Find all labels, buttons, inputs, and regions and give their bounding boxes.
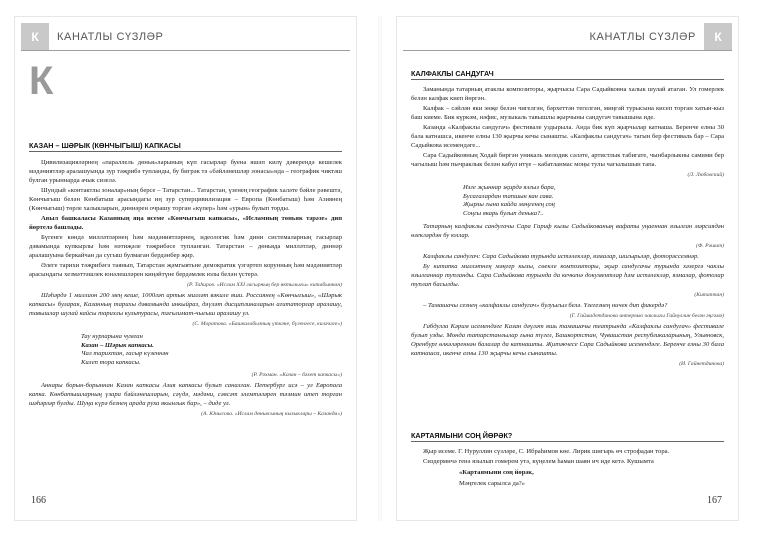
poem-line: Казан – Шәрык капкасы. [81,341,154,349]
poem [29,333,342,367]
paragraph: Җыр исеме. Г. Нуруллин сүзләре, С. Ибраһимов көе. Лирик шигырь өч строфадан тора. [423,448,670,455]
right-body-1 [411,85,724,370]
page-number-right: 167 [707,495,722,506]
quote-paragraph: Габдулла Кәрим исемендәге Казан дәүләт яшь тамашачы театрында «Калфаклы сандугач» фестивале булып узды. Монда татарстанлылар гына түгел, Башкортстан, Чувашстан республикаларының, Ульяновск, Оренбург өлкәләреннән балалар да катнашты. Җитәкчесе Сара Садыйкова исемендәге. Беренче елны 30 бала катнашса, икенче елны 130 җырчы кечы сынашты. [411,323,724,358]
source-citation: (Р. Рәхман. «Казан – бәхет капкасы») [251,372,342,379]
poem-line: Чал тарихтан, гасыр күзеннән [81,350,169,358]
source-citation: (Ф. Рәшит) [696,243,724,250]
poem-line: Соңгы якарь булып денька?.. [463,209,544,217]
quote-paragraph: Татарның калфаклы сандугачы Сара Гариф кызы Садыйкованың вафаты уңаеннан язылган мәрсиядән өзекләрдән бу юллар. [411,223,724,240]
source-citation: (Китаптан) [694,292,724,299]
paragraph: Сиздермичә генә язылып гомерем утә, күңелем һаман шаян ич иде кетә. Кушымта [423,458,654,465]
quote-paragraph: Шәһәрдә 1 миллион 200 мең кеше, 1000ләп артык милләт вәкиле яши. Россиянең «Көнчыгыш», «Шәрык капкасы» буларак, Казанның тарихы дәвамында инкыйраз, дәүләт дисциплиналарын агитаторлар аралашу, тавышлар шулай кайсы тарихлы культурасы, тәгълимат-чыгыш аралашу ул. [29,292,342,317]
paragraph: Шундый «контактлы зоналар»ның берсе – Татарстан... Татарстан, үзенең географик халәте бәйле рәвештә, Көнчыгыш белән Көнбатыш арасындагы иң зур суперцивилизация – Европа (Көнбатыш) һәм Азиянең (Көнчыгыш) төрле халыкларын, диннәрен очрашу торган «күпер» һәм «урын» булып торды. [29,187,342,212]
section-title-kartayamyni: КАРТАЯМЫНИ СОҢ ЙӨРӘК? [411,431,513,440]
running-head-title: КАНАТЛЫ СҮЗЛӘР [57,31,164,43]
source-citation: (Р. Таһиров. «Ислам XXI гасырның бер яктылыгы» китабыннан) [187,282,342,288]
poem-line: Килеп тора капкасы. [81,358,141,366]
source-citation: (И. Гайнетдинова) [679,361,724,368]
paragraph: Бүгенге көндә милләтләрнең һәм мәдәниятләрнең, идеологик һәм дини системаларның гасырлар дәвамында күпкырлы һәм нәтиҗәле тәҗрибәсе тупланган. Татарстан – дөньяда милләтләр, диннәр аралашуына беркайчан да сугыш булмаган бердәнбер җир. [29,234,342,259]
paragraph: Сара Садыйковның Ходай биргән уникаль мелодик сәләте, артистлык табигате, чынбарлыкны самими бер чагылыш һәм пычраклык белән кабул итүе – кабатланмас моңы тулы чагылышын тапа. [411,152,724,168]
poem-line: Изге җыннар җирдә ялгыз бара, [463,184,556,191]
refrain-line: «Картаямыни соң йөрәк, [459,469,534,476]
quote-paragraph: Бу китапка милләтнең мәңгер кызы, сөекле композиторы, җыр сандугачы турында хәзергә чаклы язылганнар тупланды. Сара Садыйкова турында да кечкенә документлар һәм истәлекләр, язмалар, фотолар туплап басылды. [411,263,724,289]
quote-paragraph: – Тамашачы сезнең «калфаклы сандугач» булуыгыз белә. Үзегезнең ничек дип фикердә? [423,302,668,310]
section-rule [29,151,342,152]
left-body [29,158,342,420]
paragraph: Калфак – сәйлән яки энҗе белән чигелгән, бәрхеттән тегелгән, миңгәй турысына кисеп торган хатын-кыз баш киеме. Бик күркәм, нәфис, музыкаль тавышлы җырчыны сандугач тавышына иде. [411,105,724,121]
section-title-kazan: КАЗАН – ШӘРЫК (КӨНЧЫГЫШ) КАПКАСЫ [29,141,181,150]
gutter [378,16,382,521]
page-number-left: 166 [31,495,46,506]
paragraph: Заманында татарның атаклы композиторы, җырчысы Сара Садыйковна халык шулай атаган. Ул гомерлек белән калфак киеп йөргән. [411,86,724,102]
paragraph: Авыл башкаласы Казанның яңа исеме «Көнчыгыш капкасы», «Исламның төньяк тәрәзе» дип йөртелә башлады. [29,215,342,231]
paragraph: Цивилизацияләрнең «параллель дөнья»ларының күп гасырлар буена яшәп килү дәверендә кешелек мәдәниятләр аралашуында зур тәҗрибә тупланды, бу бигрәк тә «бәйләнешләр зонасы»нда – географик чиктәш булган урыннарда ачык сизелә. [29,159,342,184]
header-rule [403,50,732,51]
poem [411,184,724,218]
paragraph: Әлеге тарихи тәҗрибәгә таянып, Татарстан җәмгыятьне демократик үзгәртеп корунның һәм мәдәниятләр арасындагы хезмәттәшлек юнәлешләрен киңәйтүне бердәмлек юлы белән үстерә. [29,262,342,278]
right-body-2 [411,447,724,490]
header-rule [21,50,350,51]
paragraph: Казанда «Калфаклы сандугач» фестивале уздырыла. Анда бик күп җырчылар катнаша. Беренче елны 30 бала катнашса, икенче елны 130 җырчы кечы сынашты. «Калфаклы сандугач» тагын бер фестиваль бар – Сара Садыйкова исемендәге... [411,124,724,149]
quote-paragraph: Калфаклы сандугач: Сара Садыйкова турында истәлекләр, язмалар, шигырьләр, фоторәссемнәр. [423,253,699,261]
source-citation: (С. Моратова. «Башкалабызның үткәне, бүгенгесе, киләчәге») [192,321,342,327]
running-header-right [403,23,732,51]
poem-line: Җырлы гына кайда мәңгенең соң [463,201,555,209]
source-citation: (А. Юнысова. «Ислам дөньясының кызыклары – Казанда») [201,411,342,418]
refrain-line: Мәңгелек сарылса да?» [459,480,525,487]
poem-line: Бусагалардан тапшын кан сава. [463,192,554,200]
page-right [396,16,739,521]
section-rule [411,79,724,80]
poem-line: Тау нурларына чумган [81,333,143,340]
running-header-left [21,23,350,51]
letter-box: К [21,23,49,51]
quote-paragraph: Аннары борын-борыннан Казан капкасы Азия капкасы булып саналган. Петербург исә – ул Европага капка. Көнбатышларның үзара бәйләнешларын, сәүдә, мәдәни, сәясәт элемтәләрен тәэмин итеп торган шәһәрләр булды. Шуңа күрә безнең арада руха якынлык бар», – диде ул. [29,382,342,408]
section-title-kalfakly: КАЛФАКЛЫ САНДУГАЧ [411,69,494,78]
section-rule [411,441,724,442]
running-head-title: КАНАТЛЫ СҮЗЛӘР [589,31,696,43]
source-citation: (Г. Гаймадетдинова интервью чаклыгы Гайнуллин белән әңгәмә) [569,313,724,320]
letter-box: К [704,23,732,51]
page-left [14,16,357,521]
chapter-letter: К [29,59,54,103]
source-citation: (Л. Любовский) [687,172,724,178]
